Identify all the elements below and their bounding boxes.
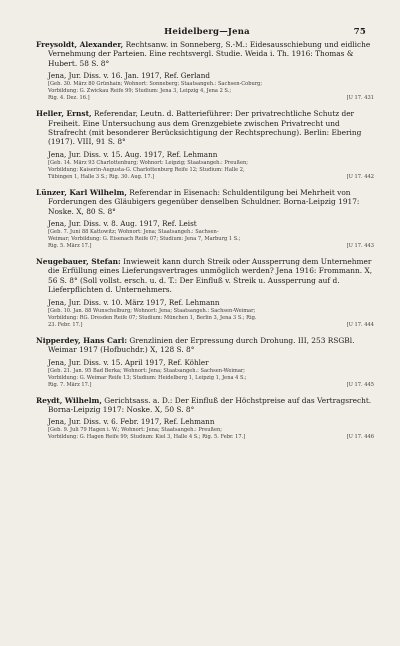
entry-citation bbox=[36, 336, 374, 355]
entry-shelfmark: [U 17. 431 bbox=[346, 95, 374, 102]
dissertation-entry bbox=[36, 257, 374, 329]
entry-citation bbox=[36, 257, 374, 295]
dissertation-entry bbox=[36, 396, 374, 442]
entry-biographical-notes bbox=[48, 229, 374, 250]
note-line bbox=[48, 375, 374, 382]
note-line bbox=[48, 236, 374, 243]
note-text: [Geb. 7. Juni 88 Kattowitz; Wohnort: Jena; Staatsangeh.: Sachsen- bbox=[48, 229, 219, 236]
entry-dissertation-line: Jena, Jur. Diss. v. 15. Aug. 1917, Ref. Lehmann bbox=[48, 149, 218, 159]
entry-shelfmark: [U 17. 442 bbox=[346, 173, 374, 180]
dissertation-entry bbox=[36, 109, 374, 181]
entry-biographical-notes bbox=[48, 308, 374, 329]
dissertation-entry bbox=[36, 336, 374, 389]
note-text: Vorbildung: G. Weimar Reife 13; Studium: Heidelberg 1, Leipzig 1, Jena 4 S.; bbox=[48, 374, 247, 381]
note-text: Rig. 5. März 17.] bbox=[48, 243, 92, 250]
note-text: 23. Febr. 17.] bbox=[48, 321, 83, 328]
entry-shelfmark: [U 17. 443 bbox=[346, 243, 374, 250]
entry-citation bbox=[36, 40, 374, 68]
note-text: [Geb. 9. Juli 79 Hagen i. W.; Wohnort: Jena; Staatsangeh.: Preußen; bbox=[48, 427, 222, 434]
entry-dissertation-line: Jena, Jur. Diss. v. 6. Febr. 1917, Ref. Lehmann bbox=[48, 417, 215, 427]
entry-shelfmark: [U 17. 445 bbox=[346, 381, 374, 388]
note-text: Vorbildung: RG. Dresden Reife 07; Studium: München 1, Berlin 3, Jena 3 S.; Rig. bbox=[48, 314, 257, 321]
entry-citation bbox=[36, 188, 374, 216]
note-line bbox=[48, 427, 374, 434]
running-title: Heidelberg—Jena bbox=[164, 27, 250, 37]
dissertation-entry bbox=[36, 40, 374, 102]
note-text: Tübingen 1, Halle 3 S.; Rig. 30. Aug. 17.] bbox=[48, 173, 155, 180]
note-text: [Geb. 10. Jan. 88 Wunschelburg; Wohnort: Jena; Staatsangeh.: Sachsen-Weimar; bbox=[48, 307, 256, 314]
note-line bbox=[48, 174, 374, 181]
entry-biographical-notes bbox=[48, 81, 374, 102]
note-line bbox=[48, 315, 374, 322]
entry-author: Lünzer, Karl Wilhelm, bbox=[36, 187, 127, 197]
note-line bbox=[48, 81, 374, 88]
entry-title-text: Referendar, Leutn. d. Batterieführer: Der privatrechtliche Schutz der Freiheit. Eine Untersuchung aus dem Grenzgebiete zwischen Privatrecht und Strafrecht (mit besonderer Berücksichtigung der Rechtsprechung). Berlin: Ebering (1917). VIII, 91 S. 8° bbox=[48, 109, 362, 147]
entry-author: Nipperdey, Hans Carl: bbox=[36, 335, 128, 345]
note-text: Weimar; Vorbildung: G. Eisenach Reife 07; Studium: Jena 7, Marburg 1 S.; bbox=[48, 236, 241, 243]
entry-title-text: Referendar in Eisenach: Schuldentilgung bei Mehrheit von Forderungen des Gläubigers gegenüber denselben Schuldner. Borna-Leipzig 1917: Noske. X, 80 S. 8° bbox=[48, 187, 360, 216]
note-line bbox=[48, 308, 374, 315]
entry-title-text: Gerichtsass. a. D.: Der Einfluß der Höchstpreise auf das Vertragsrecht. Borna-Leipzig 1917: Noske. X, 50 S. 8° bbox=[48, 395, 372, 414]
note-line bbox=[48, 229, 374, 236]
entry-dissertation-line: Jena, Jur. Diss. v. 15. April 1917, Ref. Köhler bbox=[48, 357, 209, 367]
note-line bbox=[48, 88, 374, 95]
entry-title-text: Rechtsanw. in Sonneberg, S.-M.: Eidesausschiebung und eidliche Vernehmung der Parteien. Eine rechtsvergl. Studie. Weida i. Th. 1916: Thomas & Hubert. 58 S. 8° bbox=[48, 40, 371, 68]
entry-author: Neugebauer, Stefan: bbox=[36, 257, 121, 267]
entry-dissertation-line: Jena, Jur. Diss. v. 10. März 1917, Ref. Lehmann bbox=[48, 297, 220, 307]
entry-dissertation-line: Jena, Jur. Diss. v. 16. Jan. 1917, Ref. Gerland bbox=[48, 71, 210, 81]
entry-author: Reydt, Wilhelm, bbox=[36, 395, 102, 405]
note-line bbox=[48, 95, 374, 102]
entry-shelfmark: [U 17. 444 bbox=[346, 321, 374, 328]
note-line bbox=[48, 434, 374, 441]
note-line bbox=[48, 382, 374, 389]
entry-biographical-notes bbox=[48, 368, 374, 389]
entry-biographical-notes bbox=[48, 427, 374, 441]
note-text: Vorbildung: Kaiserin-Augusta-G. Charlottenburg Reife 12; Studium: Halle 2, bbox=[48, 166, 245, 173]
note-text: Vorbildung: G. Zwickau Reife 99; Studium: Jena 3, Leipzig 4, Jena 2 S.; bbox=[48, 88, 232, 95]
entry-title-text: Inwieweit kann durch Streik oder Aussperrung dem Unternehmer die Erfüllung eines Lieferungsvertrages unmöglich werden? Jena 1916: Frommann. X, 56 S. 8° (Soll vollst. ersch. u. d. T.: Der Einfluß v. Streik u. Aussperrung auf d. Lieferpflichten d. Unternehmers. bbox=[48, 257, 373, 295]
entry-shelfmark: [U 17. 446 bbox=[346, 434, 374, 441]
entry-citation bbox=[36, 109, 374, 147]
note-line bbox=[48, 160, 374, 167]
note-text: [Geb. 14. März 93 Charlottenburg; Wohnort: Leipzig; Staatsangeh.: Preußen; bbox=[48, 159, 248, 166]
note-text: [Geb. 21. Jan. 95 Bad Berka; Wohnort: Jena; Staatsangeh.: Sachsen-Weimar; bbox=[48, 367, 246, 374]
page-number: 75 bbox=[353, 27, 366, 37]
note-line bbox=[48, 368, 374, 375]
entry-author: Heller, Ernst, bbox=[36, 109, 92, 119]
entry-dissertation-line: Jena, Jur. Diss. v. 8. Aug. 1917, Ref. Leist bbox=[48, 219, 197, 229]
entry-biographical-notes bbox=[48, 160, 374, 181]
note-text: [Geb. 30. März 80 Grünhain; Wohnort: Sonneberg; Staatsangeh.: Sachsen-Coburg; bbox=[48, 81, 263, 88]
entry-title-text: Grenzlinien der Erpressung durch Drohung. III, 253 RSGBl. Weimar 1917 (Hofbuchdr.) X, 128 S. 8° bbox=[48, 335, 355, 355]
dissertation-list bbox=[36, 40, 374, 448]
note-text: Rig. 4. Dez. 16.] bbox=[48, 95, 90, 102]
note-line bbox=[48, 167, 374, 174]
dissertation-entry bbox=[36, 188, 374, 250]
note-text: Vorbildung: G. Hagen Reife 99; Studium: Kiel 3, Halle 4 S.; Rig. 5. Febr. 17.] bbox=[48, 434, 246, 441]
entry-author: Freysoldt, Alexander, bbox=[36, 40, 124, 49]
note-line bbox=[48, 322, 374, 329]
entry-citation bbox=[36, 396, 374, 415]
note-line bbox=[48, 243, 374, 250]
note-text: Rig. 7. März 17.] bbox=[48, 381, 92, 388]
